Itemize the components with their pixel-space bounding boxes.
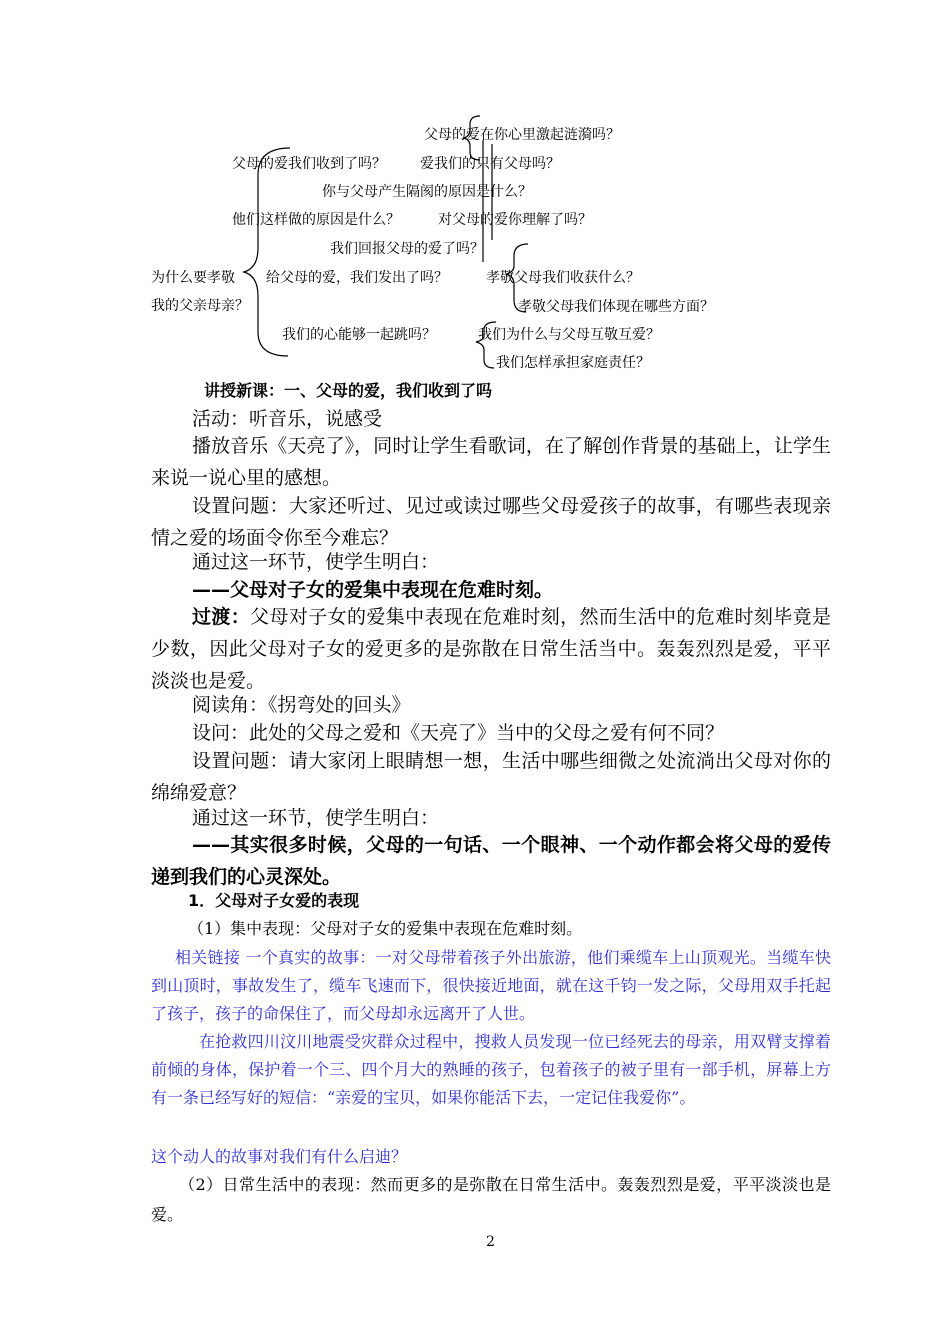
paragraph-question-details: 设置问题：请大家闭上眼睛想一想，生活中哪些细微之处流淌出父母对你的绵绵爱意？ (151, 750, 831, 804)
paragraph-concentrated: （1）集中表现：父母对子女的爱集中表现在危难时刻。 (188, 919, 583, 938)
diagram-node-reason: 他们这样做的原因是什么？ (232, 212, 400, 228)
paragraph-question-compare: 设问：此处的父母之爱和《天亮了》当中的父母之爱有何不同？ (192, 722, 725, 744)
conclusion-crisis: ——父母对子女的爱集中表现在危难时刻。 (192, 579, 554, 601)
paragraph-through-step-2: 通过这一环节，使学生明白： (192, 807, 440, 829)
diagram-root-line2: 我的父亲母亲？ (151, 298, 249, 314)
conclusion-everyday: ——其实很多时候，父母的一句话、一个眼神、一个动作都会将父母的爱传递到我们的心灵深处。 (151, 834, 831, 888)
reading-corner: 阅读角：《拐弯处的回头》 (192, 694, 411, 716)
diagram-node-gain: 孝敬父母我们收获什么？ (486, 270, 640, 286)
diagram-node-give-love: 给父母的爱，我们发出了吗？ (266, 270, 448, 286)
diagram-node-mutual-respect: 我们为什么与父母互敬互爱？ (478, 327, 660, 343)
diagram-node-understand: 对父母的爱你理解了吗？ (438, 212, 592, 228)
diagram-root-line1: 为什么要孝敬 (151, 270, 235, 286)
diagram-node-estrangement: 你与父母产生隔阂的原因是什么？ (322, 184, 532, 200)
diagram-node-ripple: 父母的爱在你心里激起涟漪吗？ (424, 127, 620, 143)
diagram-node-aspects: 孝敬父母我们体现在哪些方面？ (518, 299, 714, 315)
related-link-question: 这个动人的故事对我们有什么启迪？ (151, 1147, 408, 1166)
diagram-node-repay: 我们回报父母的爱了吗？ (330, 241, 484, 257)
paragraph-transition (151, 601, 831, 697)
diagram-node-hearts: 我们的心能够一起跳吗？ (282, 327, 436, 343)
section-heading-expressions: 1．父母对子女爱的表现 (188, 891, 360, 910)
diagram-node-received: 父母的爱我们收到了吗？ (232, 156, 386, 172)
page-number: 2 (486, 1234, 495, 1250)
related-link-story: 相关链接 一个真实的故事：一对父母带着孩子外出旅游，他们乘缆车上山顶观光。当缆车快到山顶时，事故发生了，缆车飞速而下，很快接近地面，就在这千钧一发之际，父母用双手托起了孩子，孩子的命保住了，而父母却永远离开了人世。 (151, 948, 831, 1023)
paragraph-question-stories: 设置问题：大家还听过、见过或读过哪些父母爱孩子的故事，有哪些表现亲情之爱的场面令你至今难忘？ (151, 495, 831, 549)
paragraph-music: 播放音乐《天亮了》，同时让学生看歌词，在了解创作背景的基础上，让学生来说一说心里的感想。 (151, 435, 831, 489)
related-link-earthquake: 在抢救四川汶川地震受灾群众过程中，搜救人员发现一位已经死去的母亲，用双臂支撑着前倾的身体，保护着一个三、四个月大的熟睡的孩子，包着孩子的被子里有一部手机，屏幕上方有一条已经写好的短信：“亲爱的宝贝，如果你能活下去，一定记住我爱你”。 (151, 1032, 831, 1107)
activity-line: 活动：听音乐，说感受 (192, 408, 383, 430)
paragraph-through-step-1: 通过这一环节，使学生明白： (192, 551, 440, 573)
diagram-node-only-parents: 爱我们的只有父母吗？ (420, 156, 560, 172)
transition-label: 过渡： (192, 606, 251, 628)
paragraph-everyday: （2）日常生活中的表现：然而更多的是弥散在日常生活中。轰轰烈烈是爱，平平淡淡也是爱。 (151, 1175, 831, 1224)
diagram-node-responsibility: 我们怎样承担家庭责任？ (496, 355, 650, 371)
transition-text: 父母对子女的爱集中表现在危难时刻，然而生活中的危难时刻毕竟是少数，因此父母对子女的爱更多的是弥散在日常生活当中。轰轰烈烈是爱，平平淡淡也是爱。 (151, 606, 831, 692)
lesson-title: 讲授新课：一、父母的爱，我们收到了吗 (204, 381, 493, 400)
